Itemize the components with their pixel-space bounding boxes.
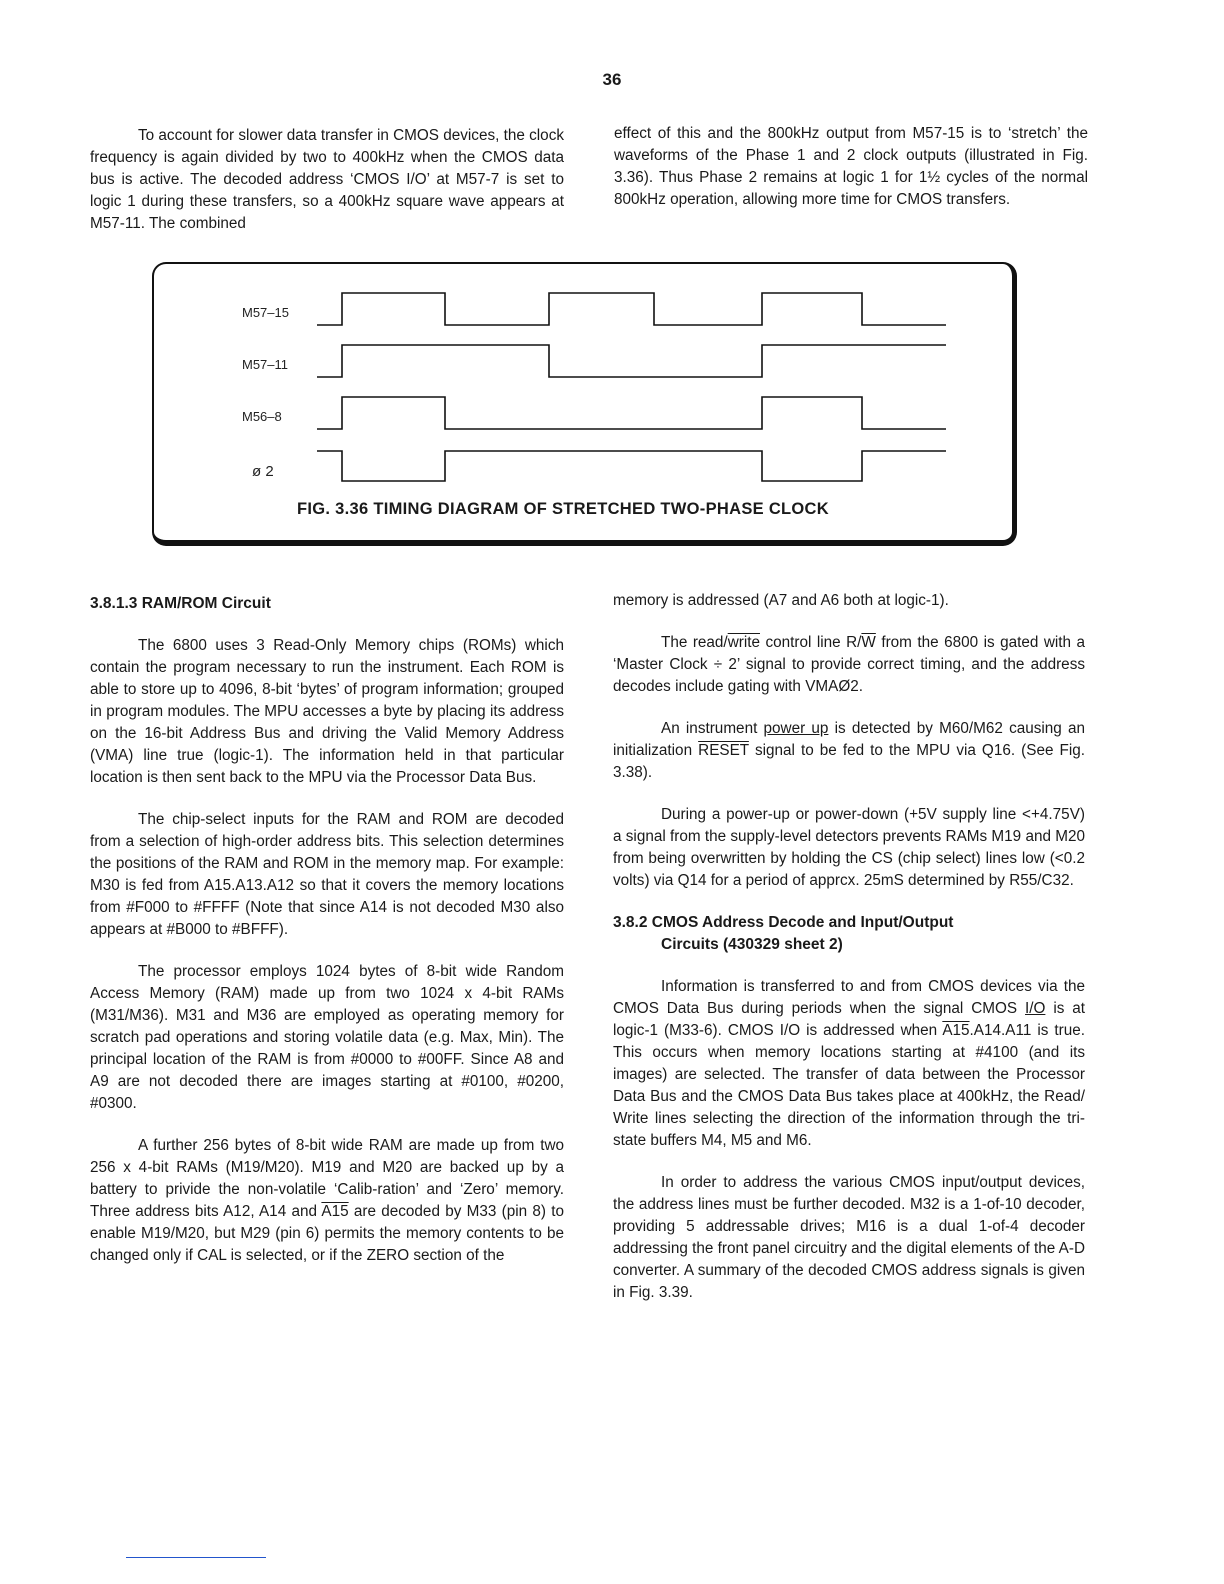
overlined-a15: A15	[942, 1022, 970, 1039]
waveform-phi2	[317, 451, 946, 481]
intro-left-column	[90, 125, 564, 235]
figure-caption: FIG. 3.36 TIMING DIAGRAM OF STRETCHED TWO-PHASE CLOCK	[297, 500, 829, 518]
text-run: .A14.A11 is true. This occurs when memory locations starting at #4100 (and its images) are selected. The transfer of data between the Processor Data Bus and the CMOS Data Bus takes place at 400kHz, the Read/ Write lines selecting the direction of the information through the tri-state buffers M4, M5 and M6.	[613, 1022, 1085, 1149]
intro-paragraph-left: To account for slower data transfer in CMOS devices, the clock frequency is again divided by two to 400kHz when the CMOS data bus is active. The decoded address ‘CMOS I/O’ at M57-7 is set to logic 1 during these transfers, so a 400kHz square wave appears at M57-11. The combined	[90, 127, 564, 232]
signal-label-m57-15: M57–15	[242, 305, 289, 320]
signal-label-m57-11: M57–11	[242, 357, 289, 372]
text-run: Information is transferred to and from CMOS devices via the CMOS Data Bus during periods when the signal CMOS	[613, 978, 1085, 1017]
waveform-m57-15	[317, 293, 946, 325]
paragraph-cmos-transfer	[613, 976, 1085, 1152]
timing-diagram	[154, 264, 1012, 540]
section-heading-ram-rom: 3.8.1.3 RAM/ROM Circuit	[90, 595, 271, 612]
footnote-rule	[126, 1557, 266, 1558]
paragraph-memory-cont: memory is addressed (A7 and A6 both at logic-1).	[613, 592, 949, 609]
text-run: signal to be fed to the MPU via Q16. (See Fig. 3.38).	[613, 742, 1086, 781]
paragraph-ram: The processor employs 1024 bytes of 8-bit wide Random Access Memory (RAM) made up from two 1024 x 4-bit RAMs (M31/M36). M31 and M36 are employed as operating memory for scratch pad operations and storing volatile data (e.g. Max, Min). The principal location of the RAM is from #0000 to #00FF. Since A8 and A9 are not decoded there are images starting at #0100, #0200, #0300.	[90, 963, 564, 1112]
signal-label-phi2: ø 2	[252, 463, 274, 480]
section-heading-cmos-line2: Circuits (430329 sheet 2)	[661, 936, 843, 953]
underlined-io: I/O	[1025, 1000, 1046, 1017]
section-heading-cmos: 3.8.2 CMOS Address Decode and Input/Output	[613, 914, 954, 931]
paragraph-cmos-decode: In order to address the various CMOS input/output devices, the address lines must be further decoded. M32 is a 1-of-10 decoder, providing 5 addressable drives; M16 is a dual 1-of-4 decoder addressing the front panel circuitry and the digital elements of the A-D converter. A summary of the decoded CMOS address signals is given in Fig. 3.39.	[613, 1174, 1085, 1301]
paragraph-battery-ram	[90, 1135, 564, 1267]
overlined-write: write	[727, 634, 760, 651]
paragraph-read-write	[613, 632, 1085, 698]
paragraph-power-down: During a power-up or power-down (+5V supply line <+4.75V) a signal from the supply-level detectors prevents RAMs M19 and M20 from being overwritten by holding the CS (chip select) lines low (<0.2 volts) via Q14 for a period of apprcx. 25mS determined by R55/C32.	[613, 806, 1085, 889]
waveform-m57-11	[317, 345, 946, 377]
signal-label-m56-8: M56–8	[242, 409, 282, 424]
text-run: is detected by M60/M62 causing an initialization	[613, 720, 1086, 759]
waveform-m56-8	[317, 397, 946, 429]
intro-paragraph-right: effect of this and the 800kHz output from M57-15 is to ‘stretch’ the waveforms of the Phase 1 and 2 clock outputs (illustrated in Fig. 3.36). Thus Phase 2 remains at logic 1 for 1½ cycles of the normal 800kHz operation, allowing more time for CMOS transfers.	[614, 125, 1088, 208]
text-run: is at logic-1 (M33-6). CMOS I/O is addressed when	[613, 1000, 1086, 1039]
text-run: are decoded by M33 (pin 8) to enable M19/M20, but M29 (pin 6) permits the memory contents to be changed only if CAL is selected, or if the ZERO section of the	[90, 1203, 564, 1264]
page-number: 36	[602, 70, 622, 89]
paragraph-rom: The 6800 uses 3 Read-Only Memory chips (ROMs) which contain the program necessary to run the instrument. Each ROM is able to store up to 4096, 8-bit ‘bytes’ of program information; grouped in program modules. The MPU accesses a byte by placing its address on the 16-bit Address Bus and driving the Valid Memory Address (VMA) line true (logic-1). The information held in that particular location is then sent back to the MPU via the Processor Data Bus.	[90, 637, 564, 786]
left-column	[90, 593, 564, 1267]
intro-right-column	[614, 123, 1088, 211]
text-run: An instrument	[661, 720, 758, 737]
timing-diagram-figure	[152, 262, 1017, 546]
paragraph-power-up	[613, 718, 1085, 784]
overlined-a15: A15	[321, 1203, 349, 1220]
overlined-w: $\overline{W}$	[861, 634, 876, 651]
underlined-power-up: power up	[763, 720, 829, 737]
text-run: control line R/	[765, 634, 862, 651]
overlined-reset: RESET	[698, 742, 749, 759]
text-run: The read/	[661, 634, 728, 651]
paragraph-chip-select: The chip-select inputs for the RAM and ROM are decoded from a selection of high-order address bits. This selection determines the positions of the RAM and ROM in the memory map. For example: M30 is fed from A15.A13.A12 so that it covers the memory locations from #F000 to #FFFF (Note that since A14 is not decoded M30 also appears at #B000 to #BFFF).	[90, 811, 564, 938]
text-run: A further 256 bytes of 8-bit wide RAM are made up from two 256 x 4-bit RAMs (M19/M20). M19 and M20 are backed up by a battery to privide the non-volatile ‘Calib-ration’ and ‘Zero’ memory. Three address bits A12, A14 and	[90, 1137, 564, 1220]
right-column	[613, 590, 1085, 1304]
text-run: from the 6800 is gated with a ‘Master Clock ÷ 2’ signal to provide correct timing, and the address decodes include gating with VMAØ2.	[613, 634, 1086, 695]
